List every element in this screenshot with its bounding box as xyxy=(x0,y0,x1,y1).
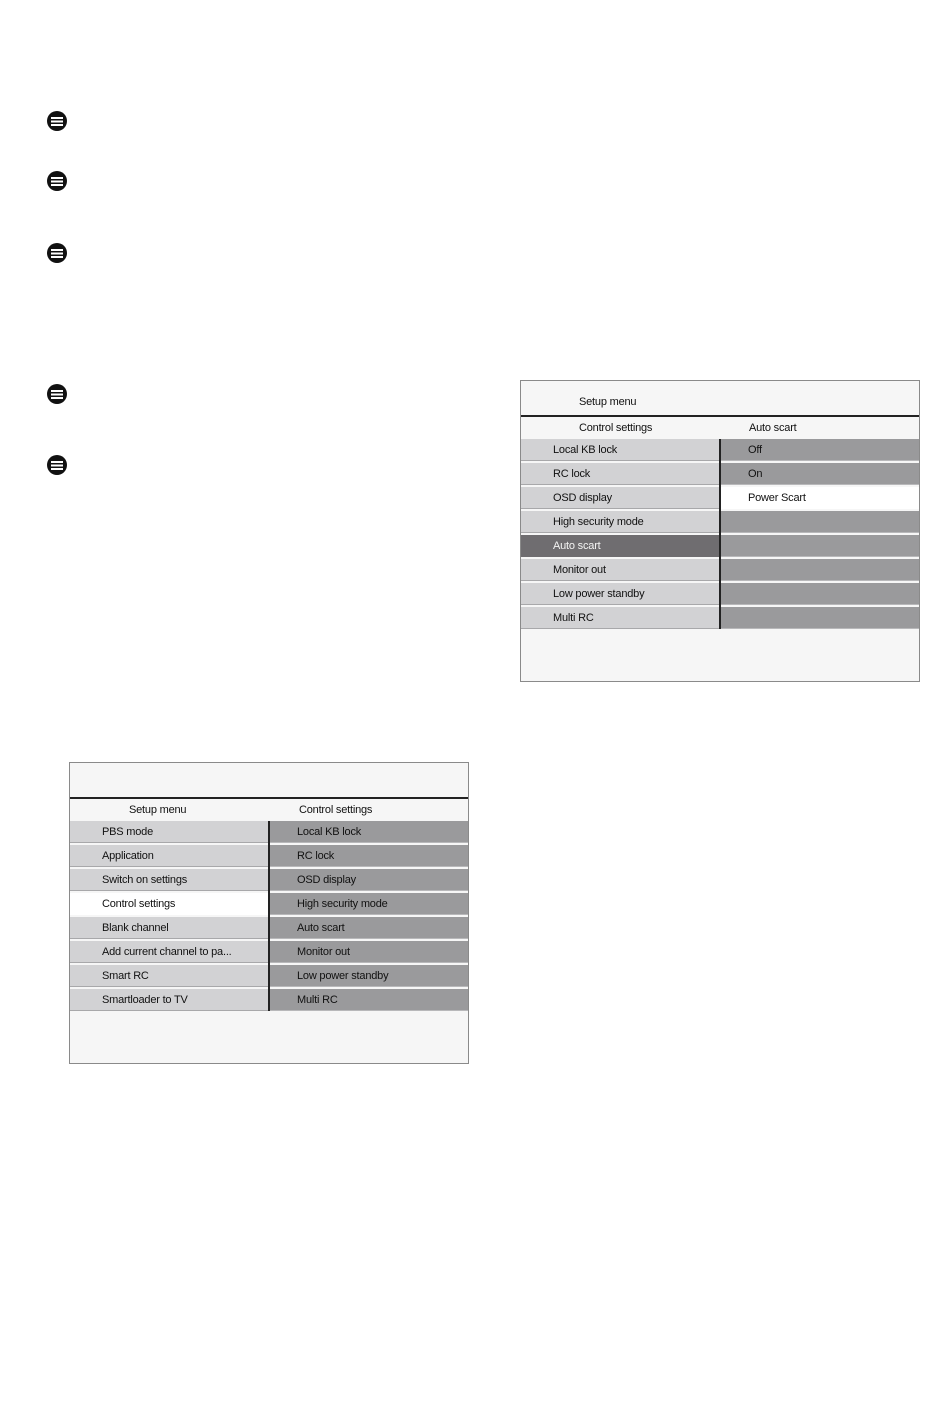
option-item[interactable]: RC lock xyxy=(270,845,468,867)
option-item[interactable]: OSD display xyxy=(270,869,468,891)
menu-item[interactable]: RC lock xyxy=(521,463,719,485)
menu-item[interactable]: Application xyxy=(70,845,268,867)
menu-item-selected[interactable]: Auto scart xyxy=(521,535,719,557)
note-icon xyxy=(46,242,68,264)
menu-screenshot-auto-scart xyxy=(520,380,920,682)
note-icon xyxy=(46,454,68,476)
option-item[interactable]: Local KB lock xyxy=(270,821,468,843)
menu-item[interactable]: Low power standby xyxy=(521,583,719,605)
menu-item[interactable]: Multi RC xyxy=(521,607,719,629)
option-item[interactable]: High security mode xyxy=(270,893,468,915)
column-header-row xyxy=(521,417,919,441)
menu-title-bar xyxy=(521,381,919,417)
menu-item[interactable]: Switch on settings xyxy=(70,869,268,891)
menu-screenshot-control-settings xyxy=(69,762,469,1064)
right-option-list xyxy=(270,821,468,1013)
option-item-empty xyxy=(721,583,919,605)
menu-title-bar xyxy=(70,763,468,799)
menu-item[interactable]: Add current channel to pa... xyxy=(70,941,268,963)
column-header-right: Auto scart xyxy=(749,422,797,434)
option-item-empty xyxy=(721,535,919,557)
menu-item[interactable]: PBS mode xyxy=(70,821,268,843)
menu-title: Setup menu xyxy=(579,396,637,408)
note-icon xyxy=(46,383,68,405)
option-item[interactable]: On xyxy=(721,463,919,485)
option-item[interactable]: Off xyxy=(721,439,919,461)
column-header-right: Control settings xyxy=(299,804,373,816)
menu-item-highlighted[interactable]: Control settings xyxy=(70,893,268,915)
menu-item[interactable]: OSD display xyxy=(521,487,719,509)
option-item-empty xyxy=(721,511,919,533)
option-item-empty xyxy=(721,607,919,629)
left-menu-list xyxy=(521,439,719,631)
column-header-left: Control settings xyxy=(579,422,653,434)
option-item-empty xyxy=(721,559,919,581)
option-item[interactable]: Low power standby xyxy=(270,965,468,987)
left-menu-list xyxy=(70,821,268,1013)
menu-item[interactable]: Blank channel xyxy=(70,917,268,939)
option-item[interactable]: Monitor out xyxy=(270,941,468,963)
menu-item[interactable]: Monitor out xyxy=(521,559,719,581)
menu-item[interactable]: High security mode xyxy=(521,511,719,533)
column-header-left: Setup menu xyxy=(129,804,187,816)
menu-item[interactable]: Smart RC xyxy=(70,965,268,987)
menu-item[interactable]: Smartloader to TV xyxy=(70,989,268,1011)
note-icon xyxy=(46,170,68,192)
option-item-highlighted[interactable]: Power Scart xyxy=(721,487,919,509)
option-item[interactable]: Multi RC xyxy=(270,989,468,1011)
right-option-list xyxy=(721,439,919,631)
note-icon xyxy=(46,110,68,132)
menu-item[interactable]: Local KB lock xyxy=(521,439,719,461)
column-header-row xyxy=(70,799,468,823)
option-item[interactable]: Auto scart xyxy=(270,917,468,939)
